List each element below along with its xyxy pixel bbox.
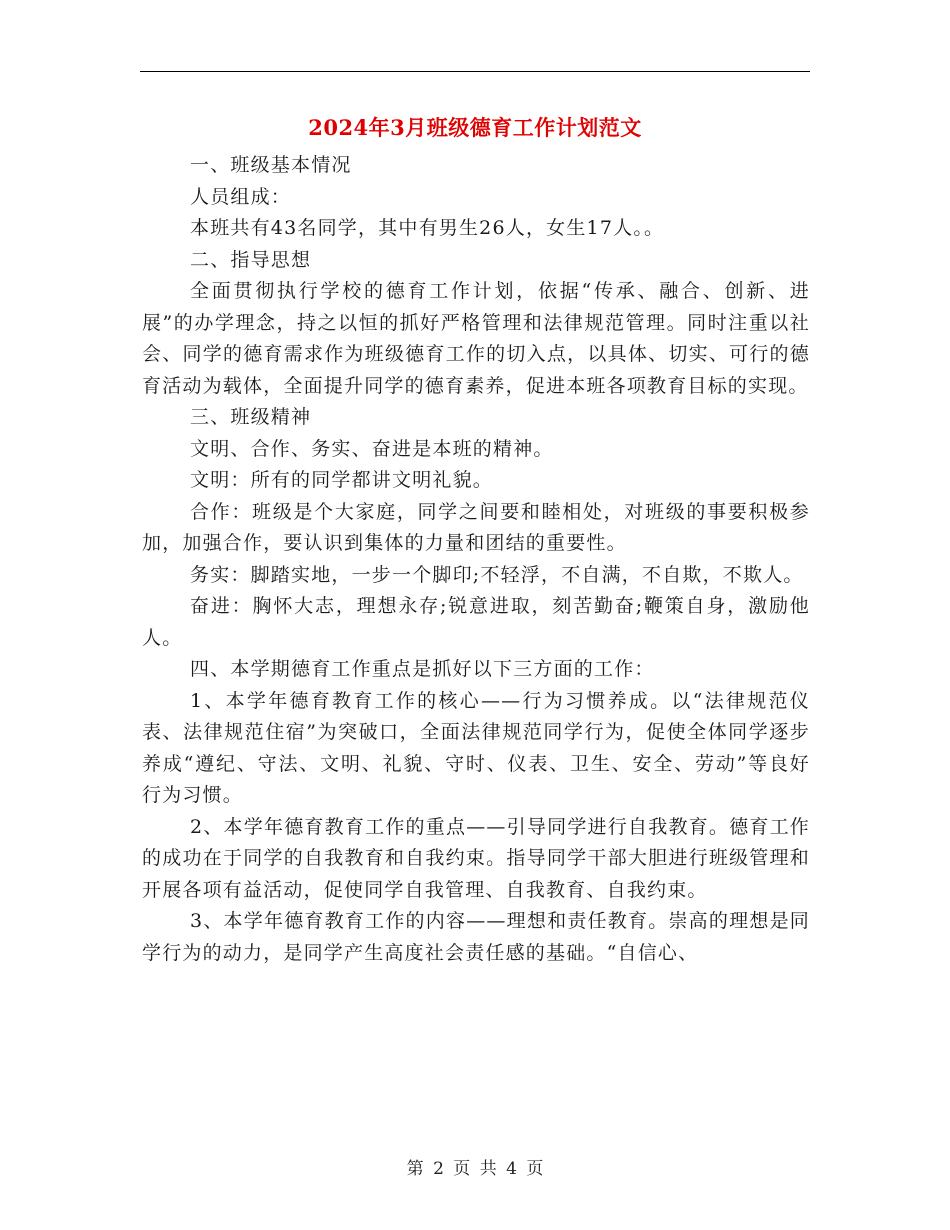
page-footer bbox=[0, 1154, 950, 1179]
paragraph: 1、本学年德育教育工作的核心——行为习惯养成。以“法律规范仪表、法律规范住宿”为突破口，全面法律规范同学行为，促使全体同学逐步养成“遵纪、守法、文明、礼貌、守时、仪表、卫生、安全、劳动”等良好行为习惯。 bbox=[142, 689, 810, 806]
paragraph: 奋进：胸怀大志，理想永存;锐意进取，刻苦勤奋;鞭策自身，激励他人。 bbox=[142, 595, 810, 649]
paragraph: 全面贯彻执行学校的德育工作计划，依据“传承、融合、创新、进展”的办学理念，持之以恒的抓好严格管理和法律规范管理。同时注重以社会、同学的德育需求作为班级德育工作的切入点，以具体、切实、可行的德育活动为载体，全面提升同学的德育素养，促进本班各项教育目标的实现。 bbox=[142, 280, 810, 397]
document-body bbox=[142, 150, 810, 969]
paragraph: 务实：脚踏实地，一步一个脚印;不轻浮，不自满，不自欺，不欺人。 bbox=[190, 563, 804, 586]
paragraph: 3、本学年德育教育工作的内容——理想和责任教育。崇高的理想是同学行为的动力，是同学产生高度社会责任感的基础。“自信心、 bbox=[142, 910, 810, 964]
header-rule bbox=[140, 71, 810, 72]
paragraph: 人员组成： bbox=[190, 185, 292, 208]
paragraph: 一、班级基本情况 bbox=[190, 154, 352, 176]
paragraph: 二、指导思想 bbox=[190, 248, 312, 271]
page-number: 第 2 页 共 4 页 bbox=[406, 1159, 544, 1179]
paragraph: 合作：班级是个大家庭，同学之间要和睦相处，对班级的事要积极参加，加强合作，要认识到集体的力量和团结的重要性。 bbox=[142, 500, 810, 554]
document-title: 2024年3月班级德育工作计划范文 bbox=[308, 115, 642, 140]
paragraph: 文明：所有的同学都讲文明礼貌。 bbox=[190, 469, 494, 491]
paragraph: 四、本学期德育工作重点是抓好以下三方面的工作： bbox=[190, 658, 655, 680]
paragraph: 三、班级精神 bbox=[190, 406, 312, 428]
paragraph: 2、本学年德育教育工作的重点——引导同学进行自我教育。德育工作的成功在于同学的自我教育和自我约束。指导同学干部大胆进行班级管理和开展各项有益活动，促使同学自我管理、自我教育、自我约束。 bbox=[142, 815, 810, 901]
paragraph: 文明、合作、务实、奋进是本班的精神。 bbox=[190, 437, 554, 460]
paragraph: 本班共有43名同学，其中有男生26人，女生17人。。 bbox=[190, 217, 665, 239]
